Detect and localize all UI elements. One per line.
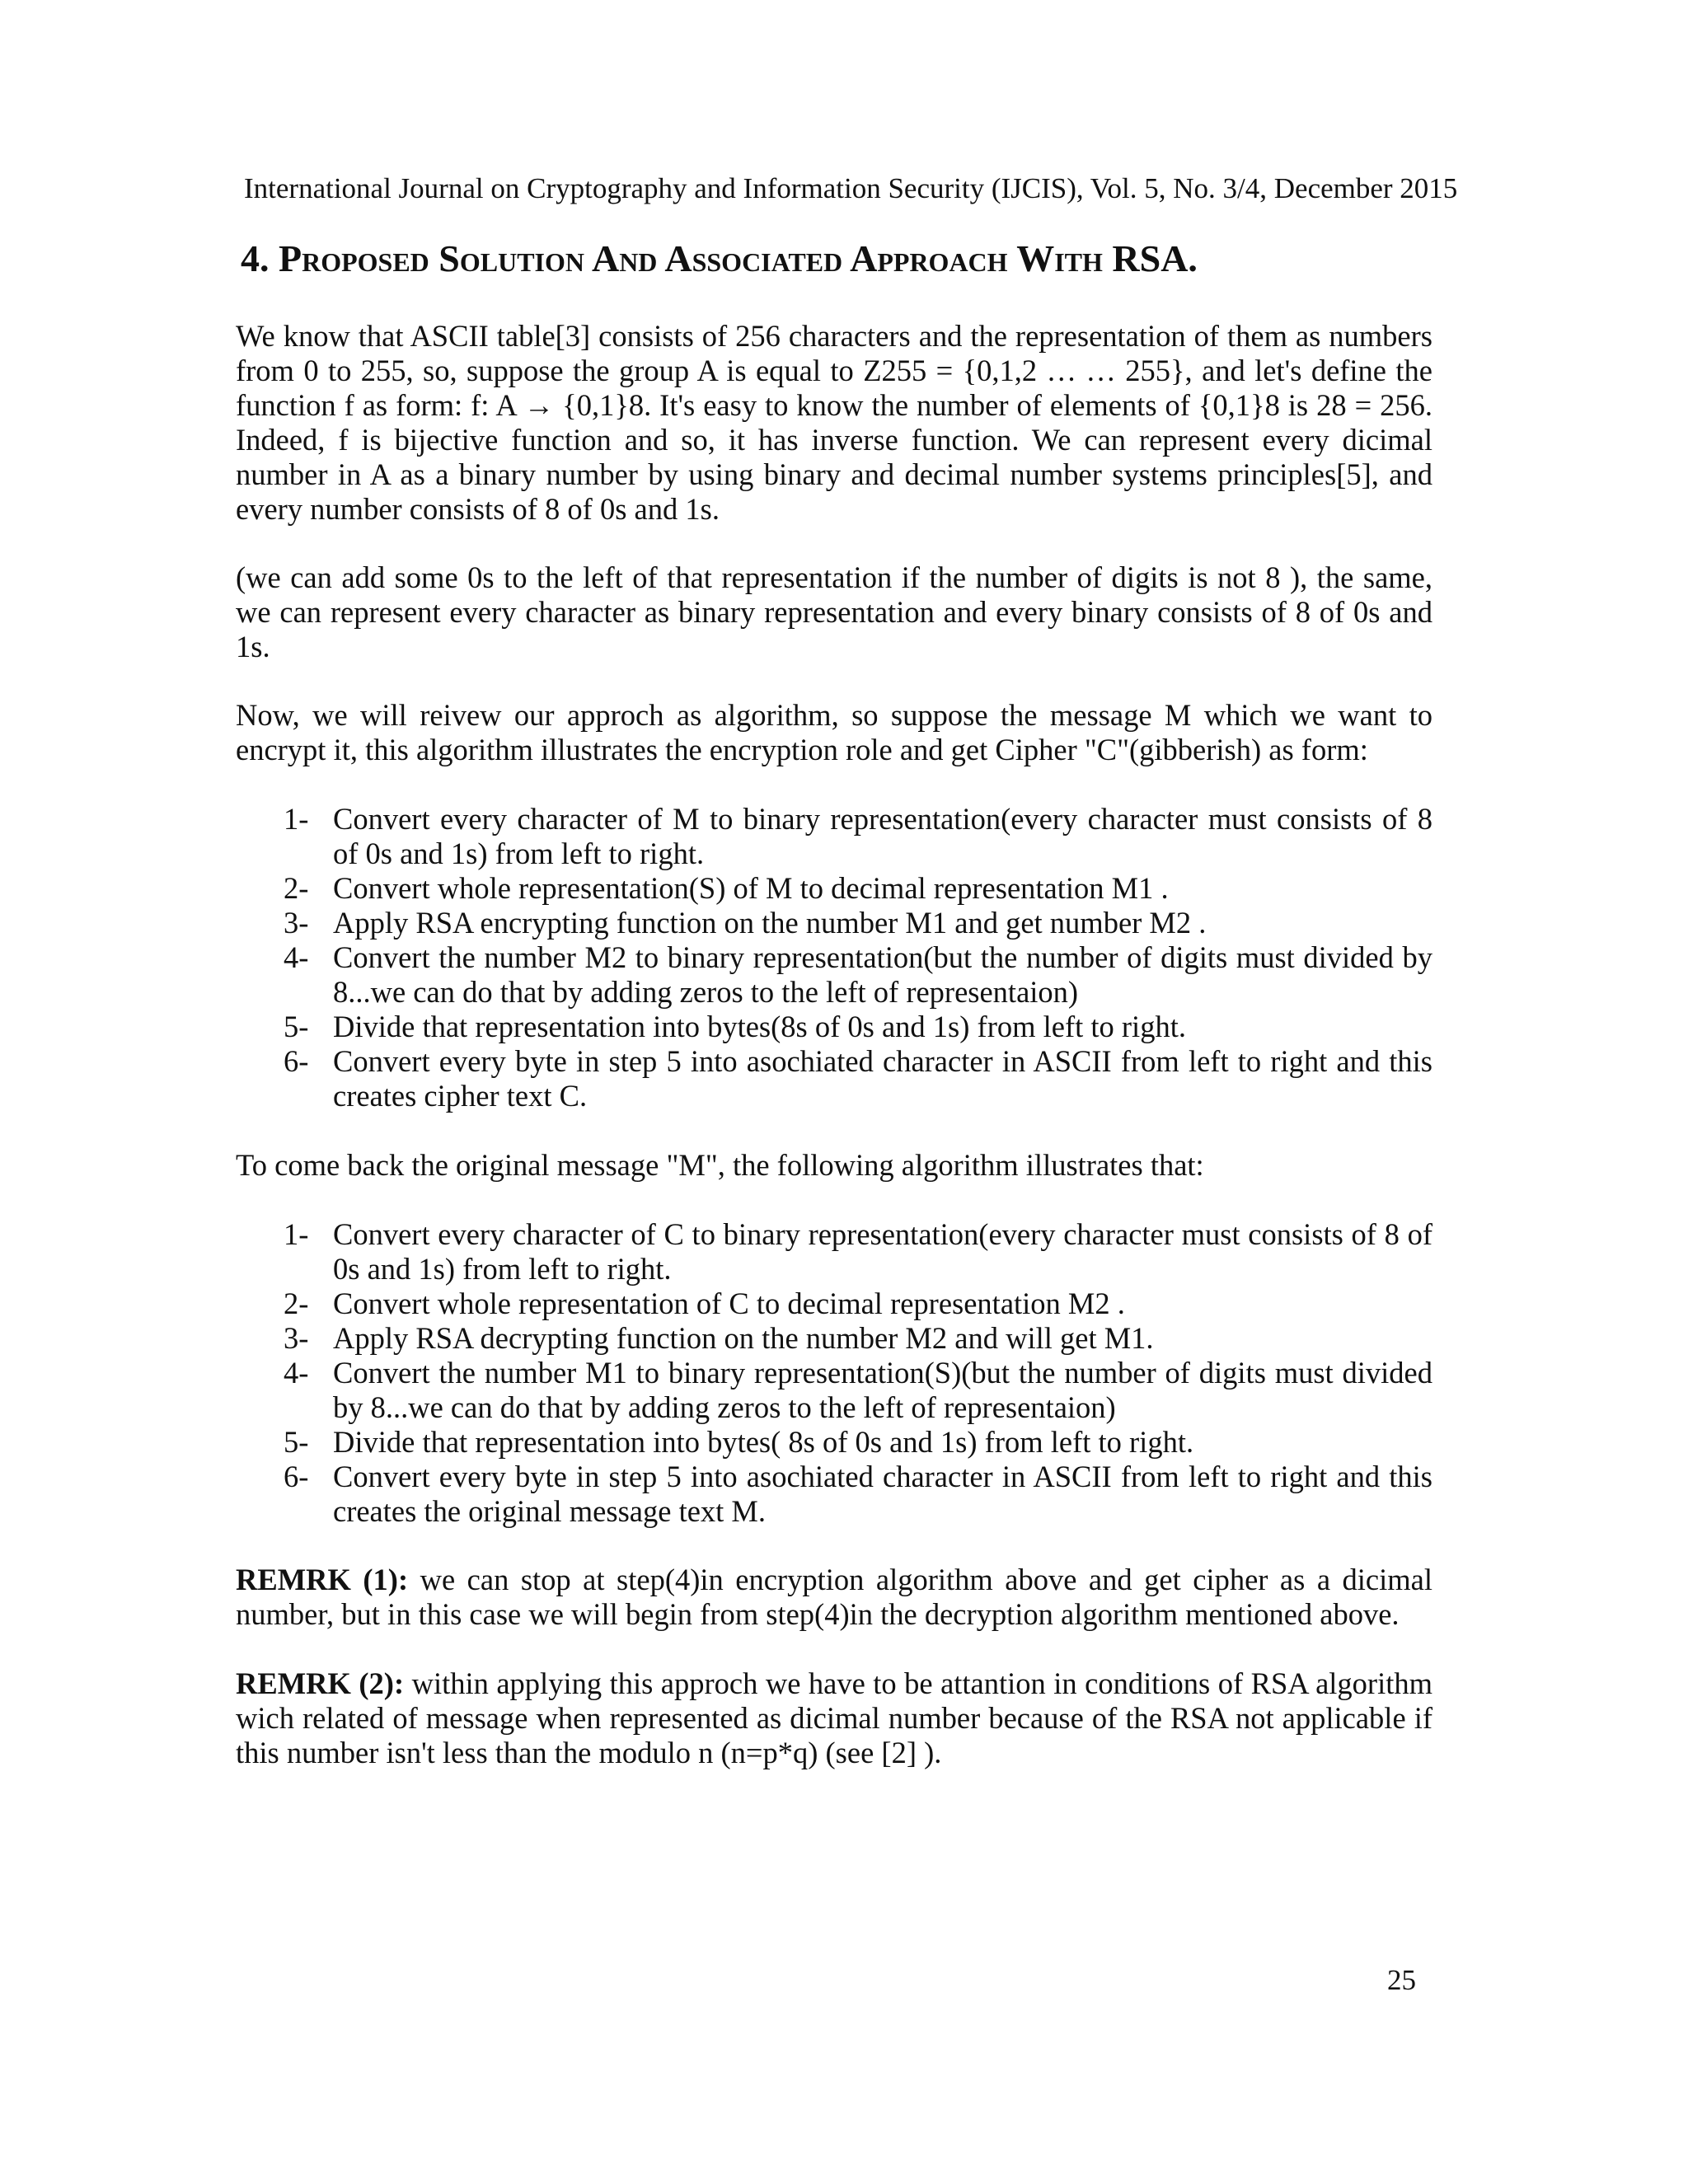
remark-2-text: within applying this approch we have to be attantion in conditions of RSA algorithm wich related of message when represented as dicimal number because of the RSA not applicable if this number isn't less than the modulo n (n=p*q) (see [2] ). — [236, 1666, 1432, 1769]
decryption-step-number: 5- — [284, 1425, 309, 1459]
encryption-step-text: Apply RSA encrypting function on the number M1 and get number M2 . — [333, 906, 1207, 940]
encryption-step-text: Convert whole representation(S) of M to decimal representation M1 . — [333, 871, 1169, 905]
encryption-steps-list — [236, 802, 1432, 1113]
decryption-step-text: Convert whole representation of C to decimal representation M2 . — [333, 1286, 1125, 1320]
encryption-step — [236, 871, 1432, 906]
remark-1-text: we can stop at step(4)in encryption algorithm above and get cipher as a dicimal number, but in this case we will begin from step(4)in the decryption algorithm mentioned above. — [236, 1563, 1432, 1631]
paragraph-encryption-intro: Now, we will reivew our approch as algorithm, so suppose the message M which we want to encrypt it, this algorithm illustrates the encryption role and get Cipher "C"(gibberish) as form: — [236, 698, 1432, 766]
decryption-step-text: Convert the number M1 to binary representation(S)(but the number of digits must divided by 8...we can do that by adding zeros to the left of representaion) — [333, 1356, 1432, 1424]
paragraph-ascii-intro: We know that ASCII table[3] consists of 256 characters and the representation of them as numbers from 0 to 255, so, suppose the group A is equal to Z255 = {0,1,2 … … 255}, and let's define the function f as form: f: A → {0,1}8. It's easy to know the number of elements of {0,1}8 is 28 = 256. Indeed, f is bijective function and so, it has inverse function. We can represent every dicimal number in A as a binary number by using binary and decimal number systems principles[5], and every number consists of 8 of 0s and 1s. — [236, 319, 1432, 526]
paragraph-decryption-intro: To come back the original message "M", the following algorithm illustrates that: — [236, 1148, 1204, 1182]
section-title-text: Proposed Solution And Associated Approach With RSA. — [279, 237, 1198, 279]
decryption-step-number: 6- — [284, 1460, 309, 1493]
decryption-step-text: Convert every character of C to binary representation(every character must consists of 8 of 0s and 1s) from left to right. — [333, 1217, 1432, 1286]
decryption-step-text: Divide that representation into bytes( 8s of 0s and 1s) from left to right. — [333, 1425, 1194, 1459]
paragraph-padding-zeros: (we can add some 0s to the left of that representation if the number of digits is not 8 ), the same, we can represent every character as binary representation and every binary consists of 8 of 0s and 1s. — [236, 560, 1432, 663]
section-number: 4. — [241, 237, 270, 279]
section-title — [241, 235, 1444, 283]
decryption-step — [236, 1286, 1432, 1321]
encryption-step-number: 2- — [284, 871, 309, 905]
encryption-step — [236, 1010, 1432, 1044]
encryption-step-text: Convert every byte in step 5 into asochiated character in ASCII from left to right and this creates cipher text C. — [333, 1044, 1432, 1113]
remark-1 — [236, 1563, 1432, 1632]
remark-2-label: REMRK (2): — [236, 1666, 405, 1700]
decryption-step — [236, 1425, 1432, 1460]
encryption-step-number: 4- — [284, 940, 309, 974]
decryption-step — [236, 1321, 1432, 1356]
page-number: 25 — [1387, 1964, 1416, 1996]
decryption-step — [236, 1217, 1432, 1286]
decryption-step — [236, 1356, 1432, 1425]
decryption-step-number: 3- — [284, 1321, 309, 1355]
encryption-step-text: Convert every character of M to binary representation(every character must consists of 8 of 0s and 1s) from left to right. — [333, 802, 1432, 870]
encryption-step-text: Convert the number M2 to binary representation(but the number of digits must divided by 8...we can do that by adding zeros to the left of representaion) — [333, 940, 1432, 1009]
decryption-steps-list — [236, 1217, 1432, 1529]
encryption-step-number: 6- — [284, 1044, 309, 1078]
decryption-step-number: 1- — [284, 1217, 309, 1251]
encryption-step-number: 1- — [284, 802, 309, 836]
decryption-step — [236, 1460, 1432, 1529]
encryption-step — [236, 940, 1432, 1010]
remark-2 — [236, 1666, 1432, 1770]
remark-1-label: REMRK (1): — [236, 1563, 409, 1596]
encryption-step-number: 3- — [284, 906, 309, 940]
encryption-step-number: 5- — [284, 1010, 309, 1043]
encryption-step — [236, 1044, 1432, 1113]
decryption-step-text: Apply RSA decrypting function on the number M2 and will get M1. — [333, 1321, 1154, 1355]
decryption-step-number: 4- — [284, 1356, 309, 1390]
decryption-step-number: 2- — [284, 1286, 309, 1320]
encryption-step — [236, 802, 1432, 871]
encryption-step — [236, 906, 1432, 940]
running-header: International Journal on Cryptography and Information Security (IJCIS), Vol. 5, No. 3/4, December 2015 — [244, 172, 1458, 204]
encryption-step-text: Divide that representation into bytes(8s of 0s and 1s) from left to right. — [333, 1010, 1186, 1043]
decryption-step-text: Convert every byte in step 5 into asochiated character in ASCII from left to right and this creates the original message text M. — [333, 1460, 1432, 1528]
